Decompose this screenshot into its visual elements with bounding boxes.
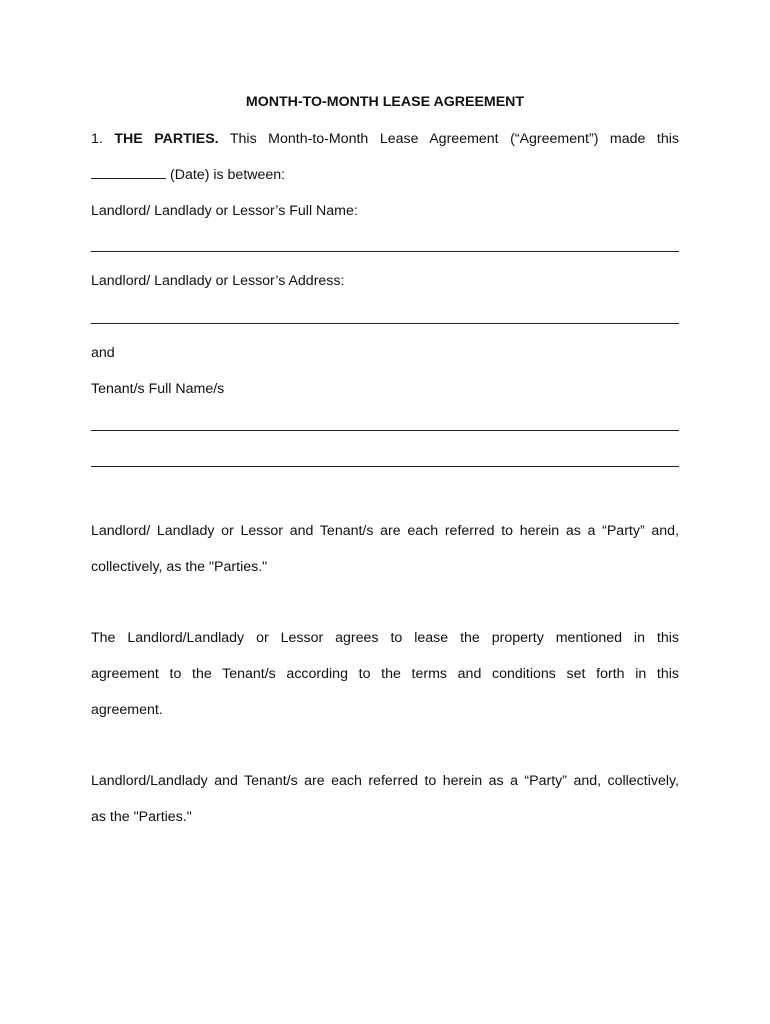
landlord-name-label: Landlord/ Landlady or Lessor’s Full Name: bbox=[91, 203, 358, 219]
landlord-address-label: Landlord/ Landlady or Lessor’s Address: bbox=[91, 273, 345, 289]
tenant-name-blank-field-1[interactable] bbox=[91, 430, 679, 431]
section-1-heading: THE PARTIES. bbox=[114, 131, 219, 147]
landlord-address-blank-field[interactable] bbox=[91, 323, 679, 324]
date-blank-field[interactable] bbox=[91, 178, 166, 179]
parties-collective-paragraph-line-2: as the "Parties." bbox=[91, 809, 192, 825]
date-line bbox=[91, 166, 679, 184]
section-1-number: 1. bbox=[91, 131, 103, 147]
date-text: (Date) is between: bbox=[170, 167, 286, 183]
lease-paragraph-line-3: agreement. bbox=[91, 702, 163, 718]
parties-paragraph-line-2: collectively, as the "Parties." bbox=[91, 559, 268, 575]
lease-paragraph-line-1: The Landlord/Landlady or Lessor agrees to lease the property mentioned in this bbox=[91, 630, 679, 646]
parties-paragraph-line-1: Landlord/ Landlady or Lessor and Tenant/s are each referred to herein as a “Party” and, bbox=[91, 523, 679, 539]
landlord-name-blank-field[interactable] bbox=[91, 251, 679, 252]
lease-paragraph-line-2: agreement to the Tenant/s according to the terms and conditions set forth in this bbox=[91, 666, 679, 682]
and-text: and bbox=[91, 345, 115, 361]
section-1-intro-text: This Month-to-Month Lease Agreement (“Agreement”) made this bbox=[229, 131, 679, 147]
section-1-intro-line bbox=[91, 130, 679, 148]
tenant-name-label: Tenant/s Full Name/s bbox=[91, 381, 225, 397]
parties-collective-paragraph-line-1: Landlord/Landlady and Tenant/s are each referred to herein as a “Party” and, collectively, bbox=[91, 773, 679, 789]
tenant-name-blank-field-2[interactable] bbox=[91, 466, 679, 467]
document-title: MONTH-TO-MONTH LEASE AGREEMENT bbox=[245, 94, 525, 110]
